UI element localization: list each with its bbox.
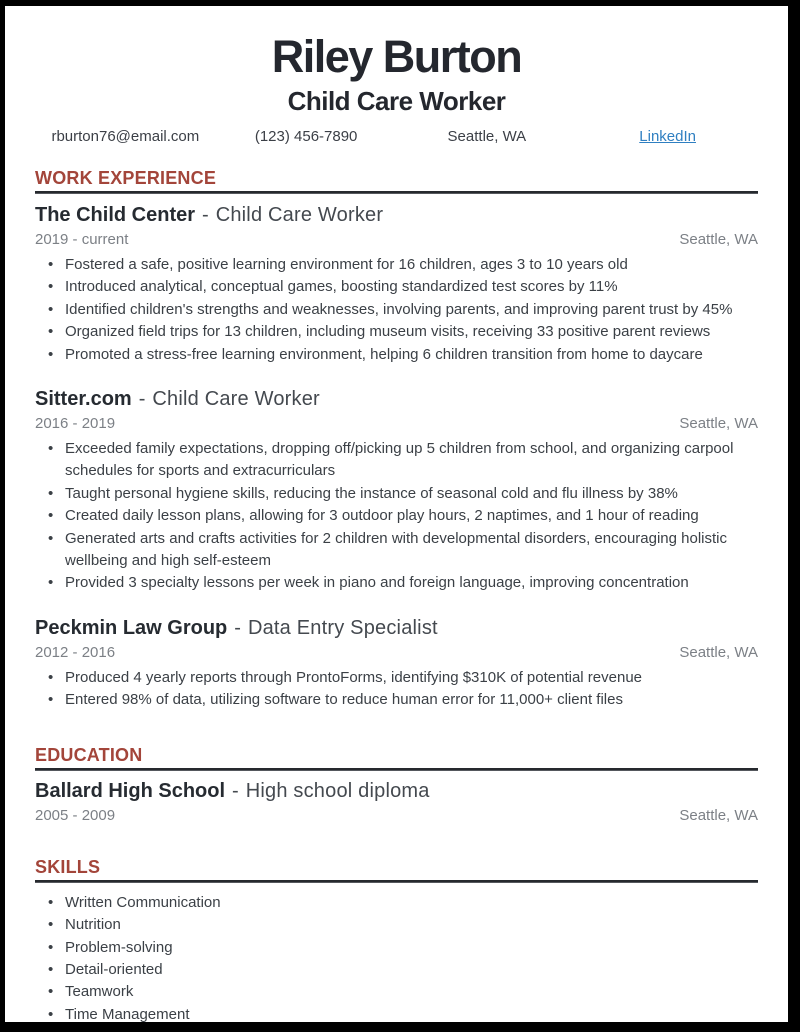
job-role: Child Care Worker <box>215 204 384 226</box>
job-dates: 2019 - current <box>35 231 129 248</box>
skill-item: • Time Management <box>48 1004 758 1022</box>
company-name: Peckmin Law Group <box>35 616 228 639</box>
job-bullet: • Taught personal hygiene skills, reducing the instance of seasonal cold and flu illness by 38% <box>48 483 758 505</box>
job-bullet: • Promoted a stress-free learning environment, helping 6 children transition from home to daycare <box>48 344 758 366</box>
job-bullet: • Entered 98% of data, utilizing software to reduce human error for 11,000+ client files <box>48 689 758 711</box>
education-entry <box>35 779 758 824</box>
contact-phone: (123) 456-7890 <box>254 128 358 145</box>
job-bullet: • Fostered a safe, positive learning environment for 16 children, ages 3 to 10 years old <box>48 254 758 276</box>
job-bullet: • Exceeded family expectations, dropping off/picking up 5 children from school, and organizing carpool schedules for sports and extracurriculars <box>48 438 758 483</box>
title-separator: - <box>138 388 146 411</box>
skill-item: • Detail-oriented <box>48 959 758 981</box>
linkedin-link[interactable]: LinkedIn <box>639 128 696 145</box>
section-rule <box>35 768 758 771</box>
job-bullet-list <box>48 438 758 595</box>
job-meta <box>35 644 758 661</box>
skills-list <box>48 892 758 1022</box>
education-section <box>35 745 758 824</box>
job-dates: 2012 - 2016 <box>35 643 116 661</box>
job-entry-peckmin <box>35 616 758 712</box>
skill-item: • Problem-solving <box>48 937 758 959</box>
job-entry-sitter <box>35 387 758 595</box>
education-heading: EDUCATION <box>35 744 143 765</box>
job-meta <box>35 231 758 248</box>
job-entry-child-center <box>35 203 758 366</box>
title-separator: - <box>232 779 239 802</box>
person-job-title: Child Care Worker <box>287 86 506 116</box>
education-title <box>35 779 758 803</box>
skill-item: • Nutrition <box>48 914 758 936</box>
job-bullet: • Organized field trips for 13 children, including museum visits, receiving 33 positive parent reviews <box>48 321 758 343</box>
job-role: Child Care Worker <box>152 388 320 411</box>
skill-item: • Written Communication <box>48 892 758 914</box>
section-rule <box>35 880 758 883</box>
job-dates: 2016 - 2019 <box>35 415 116 433</box>
skill-item: • Teamwork <box>48 981 758 1003</box>
contact-email: rburton76@email.com <box>51 128 200 145</box>
job-title <box>35 616 758 640</box>
resume-header <box>35 32 758 145</box>
job-role: Data Entry Specialist <box>247 616 438 639</box>
work-experience-section <box>35 168 758 712</box>
person-name: Riley Burton <box>271 31 522 82</box>
school-name: Ballard High School <box>35 779 226 802</box>
job-bullet: • Produced 4 yearly reports through ProntoForms, identifying $310K of potential revenue <box>48 667 758 689</box>
job-bullet: • Generated arts and crafts activities for 2 children with developmental disorders, encouraging holistic wellbeing and high self-esteem <box>48 528 758 573</box>
job-title <box>35 203 758 227</box>
job-bullet-list <box>48 254 758 366</box>
education-dates: 2005 - 2009 <box>35 806 116 824</box>
title-separator: - <box>202 204 209 226</box>
skills-section <box>35 857 758 1022</box>
work-experience-heading: WORK EXPERIENCE <box>35 168 217 188</box>
section-rule <box>35 191 758 194</box>
job-bullet-list <box>48 667 758 712</box>
degree-name: High school diploma <box>245 779 430 802</box>
job-location: Seattle, WA <box>679 643 758 661</box>
education-meta <box>35 807 758 824</box>
contact-linkedin-wrap <box>577 128 758 145</box>
job-meta <box>35 415 758 432</box>
skills-heading: SKILLS <box>35 856 101 877</box>
contact-location: Seattle, WA <box>447 128 527 145</box>
company-name: Sitter.com <box>35 388 132 411</box>
job-title <box>35 387 758 411</box>
job-location: Seattle, WA <box>679 415 758 433</box>
company-name: The Child Center <box>35 204 196 226</box>
job-bullet: • Introduced analytical, conceptual games, boosting standardized test scores by 11% <box>48 276 758 298</box>
title-separator: - <box>234 616 241 639</box>
job-bullet: • Provided 3 specialty lessons per week in piano and foreign language, improving concentration <box>48 572 758 594</box>
education-location: Seattle, WA <box>679 806 758 824</box>
job-location: Seattle, WA <box>679 231 758 248</box>
job-bullet: • Identified children's strengths and weaknesses, involving parents, and improving parent trust by 45% <box>48 299 758 321</box>
resume-page <box>5 6 788 1022</box>
contact-row <box>35 128 758 145</box>
job-bullet: • Created daily lesson plans, allowing for 3 outdoor play hours, 2 naptimes, and 1 hour of reading <box>48 505 758 527</box>
